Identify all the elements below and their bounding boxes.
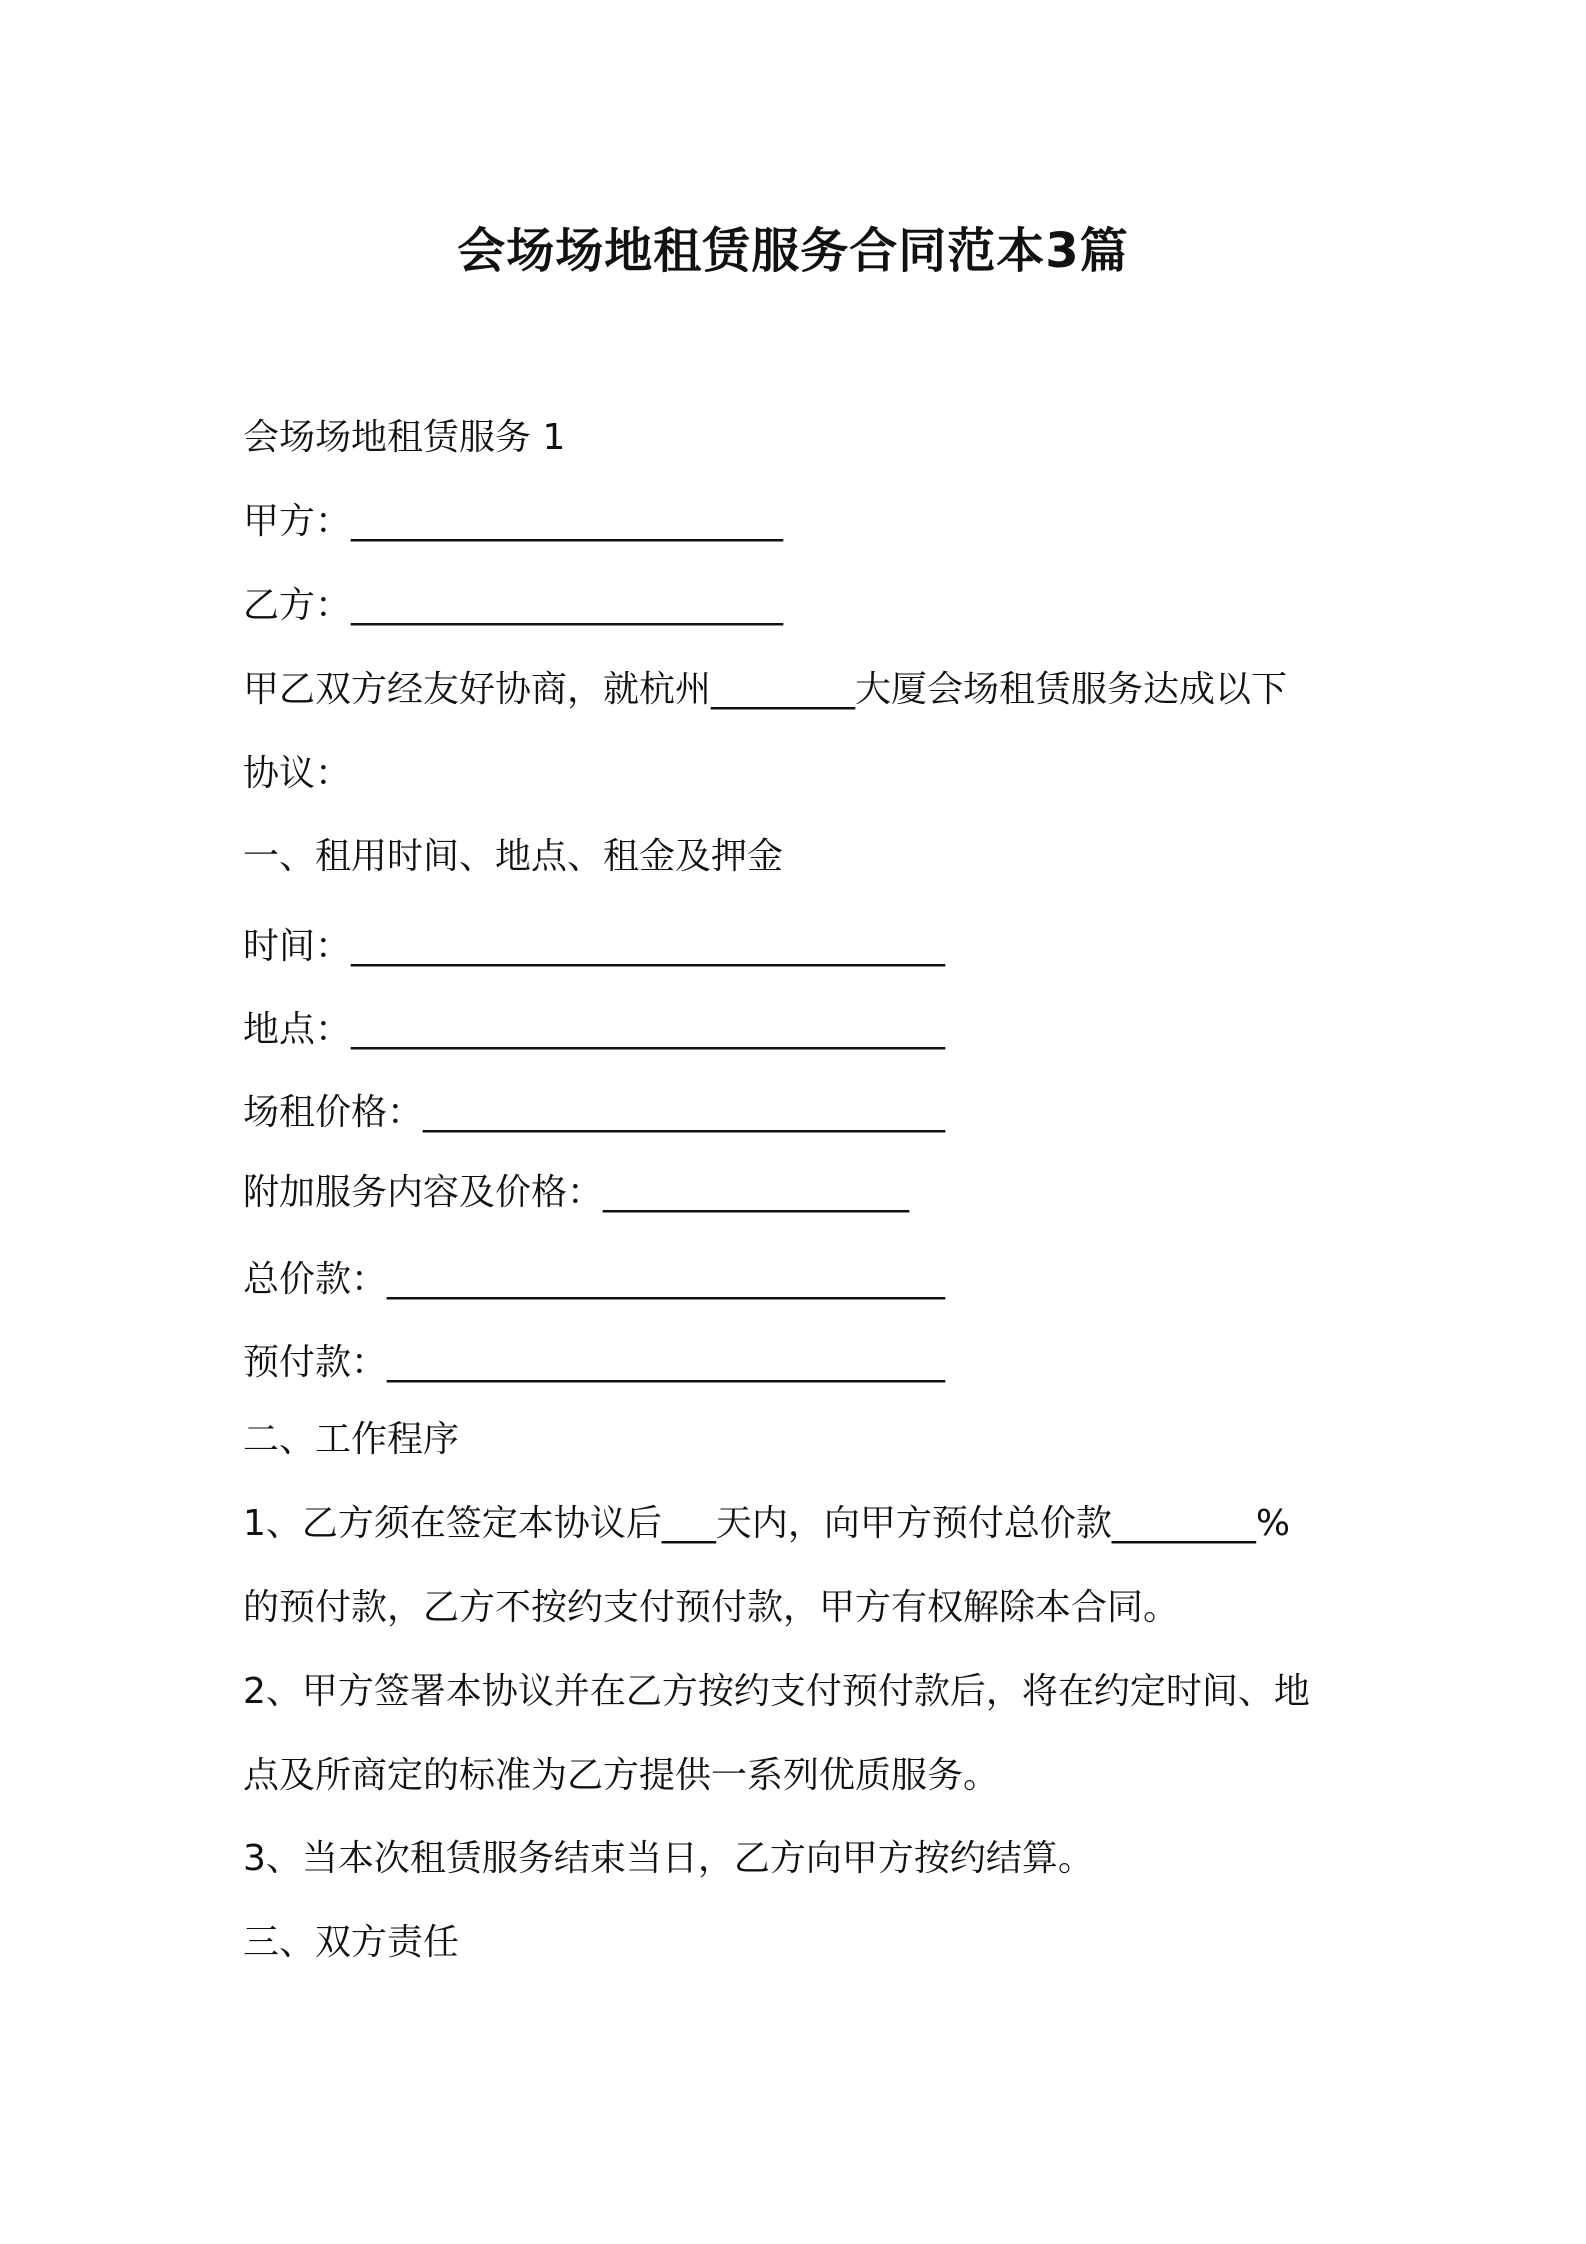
field-line-total-price: 总价款：_______________________________ bbox=[243, 1259, 946, 1300]
field-line-prepayment: 预付款：_______________________________ bbox=[243, 1342, 946, 1383]
section-heading: 二、工作程序 bbox=[243, 1419, 460, 1460]
paragraph-line: 协议： bbox=[243, 753, 352, 794]
paragraph-line: 1、乙方须在签定本协议后___天内，向甲方预付总价款________% bbox=[243, 1503, 1291, 1544]
field-line-rent-price: 场租价格：_____________________________ bbox=[243, 1092, 946, 1133]
paragraph-line: 甲乙双方经友好协商，就杭州________大厦会场租赁服务达成以下 bbox=[243, 669, 1288, 710]
field-line-extra-services: 附加服务内容及价格：_________________ bbox=[243, 1172, 910, 1213]
section-heading: 三、双方责任 bbox=[243, 1922, 460, 1963]
paragraph-line: 3、当本次租赁服务结束当日，乙方向甲方按约结算。 bbox=[243, 1838, 1094, 1879]
field-line-location: 地点：_________________________________ bbox=[243, 1009, 946, 1050]
party-a-line: 甲方：________________________ bbox=[243, 501, 784, 542]
paragraph-line: 点及所商定的标准为乙方提供一系列优质服务。 bbox=[243, 1755, 1000, 1796]
document-title: 会场场地租赁服务合同范本3篇 bbox=[457, 223, 1129, 279]
paragraph-line: 2、甲方签署本协议并在乙方按约支付预付款后，将在约定时间、地 bbox=[243, 1671, 1310, 1712]
section-heading: 会场场地租赁服务 1 bbox=[243, 417, 566, 458]
section-heading: 一、租用时间、地点、租金及押金 bbox=[243, 836, 784, 877]
party-b-line: 乙方：________________________ bbox=[243, 585, 784, 626]
paragraph-line: 的预付款，乙方不按约支付预付款，甲方有权解除本合同。 bbox=[243, 1587, 1180, 1628]
field-line-time: 时间：_________________________________ bbox=[243, 926, 946, 967]
